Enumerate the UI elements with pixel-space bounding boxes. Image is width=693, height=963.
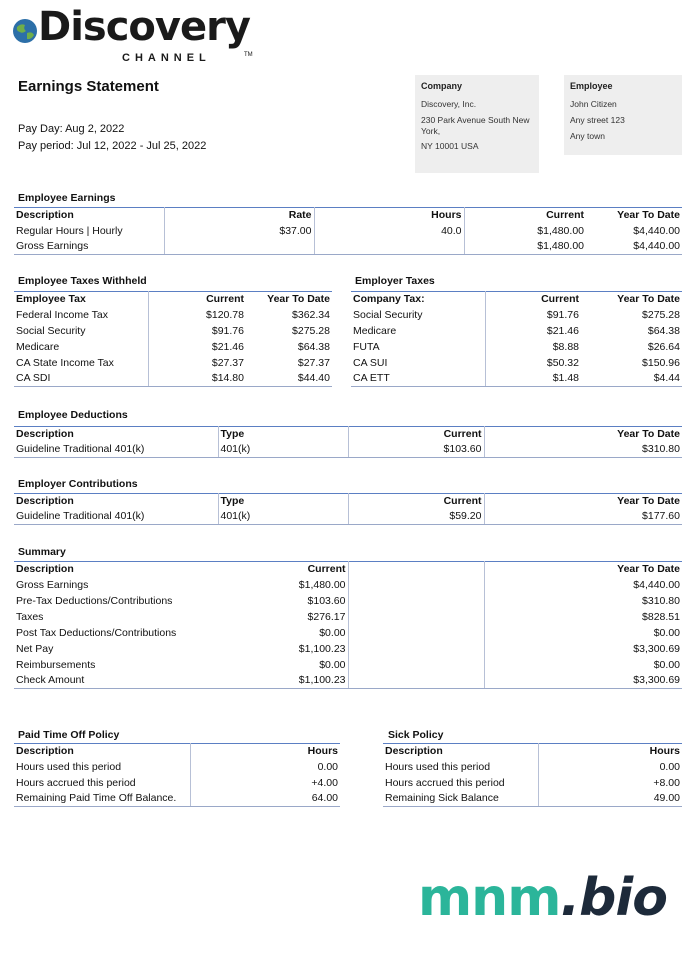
table-row	[14, 323, 332, 339]
table-row	[14, 673, 682, 689]
table-cell: $0.00	[214, 657, 348, 673]
employer-tax-header-current: Current	[485, 292, 581, 307]
table-cell: $26.64	[647, 340, 680, 353]
employee-heading: Employee	[570, 81, 613, 91]
company-address-line2: NY 10001 USA	[421, 141, 479, 152]
earnings-header-description: Description	[14, 208, 164, 223]
employee-taxes-table	[14, 291, 332, 387]
employee-info-box	[564, 75, 682, 155]
table-cell: Remaining Sick Balance	[383, 791, 538, 807]
table-cell: Social Security	[351, 307, 485, 323]
pay-day: Pay Day: Aug 2, 2022	[18, 123, 125, 135]
contributions-header-description: Description	[14, 494, 218, 509]
table-row	[14, 339, 332, 355]
table-cell: Guideline Traditional 401(k)	[14, 509, 218, 525]
table-row	[14, 355, 332, 371]
table-row	[351, 371, 682, 387]
table-cell: $103.60	[348, 442, 484, 458]
footer-brand-part2: .bio	[560, 868, 667, 928]
table-row	[351, 307, 682, 323]
employee-tax-header-ytd: Year To Date	[246, 292, 332, 307]
employee-tax-header-name: Employee Tax	[14, 292, 148, 307]
table-cell: $64.38	[647, 324, 680, 337]
table-cell: $64.38	[297, 340, 330, 353]
table-row	[14, 307, 332, 323]
table-cell: Net Pay	[16, 642, 54, 655]
pay-period: Pay period: Jul 12, 2022 - Jul 25, 2022	[18, 140, 207, 152]
table-cell: $1,100.23	[214, 673, 348, 689]
table-cell: 401(k)	[218, 509, 348, 525]
deductions-table	[14, 426, 682, 458]
table-cell: $50.32	[546, 356, 579, 369]
table-cell: $362.34	[292, 308, 330, 321]
table-cell: Hours used this period	[14, 759, 190, 775]
pto-header-hours: Hours	[190, 744, 340, 759]
earnings-section-title: Employee Earnings	[18, 192, 116, 204]
table-row	[14, 609, 682, 625]
sick-header-hours: Hours	[538, 744, 682, 759]
table-cell: 40.0	[314, 223, 464, 239]
table-cell: CA SUI	[351, 355, 485, 371]
table-cell: $275.28	[642, 308, 680, 321]
table-cell: $44.40	[246, 371, 332, 387]
earnings-header-rate: Rate	[164, 208, 314, 223]
employee-taxes-section-title: Employee Taxes Withheld	[18, 275, 147, 287]
page-title: Earnings Statement	[18, 78, 159, 95]
employee-tax-header-current: Current	[148, 292, 246, 307]
table-cell: $4,440.00	[586, 239, 682, 255]
table-cell: CA State Income Tax	[14, 355, 148, 371]
summary-header-blank	[348, 562, 484, 577]
employer-tax-header-name: Company Tax:	[351, 292, 485, 307]
table-cell: Medicare	[14, 339, 148, 355]
table-cell: $27.37	[211, 356, 244, 369]
table-row	[14, 593, 682, 609]
table-cell: $27.37	[297, 356, 330, 369]
footer-brand-part1: mnm	[418, 868, 561, 928]
table-cell: Reimbursements	[16, 658, 96, 671]
earnings-header-ytd: Year To Date	[586, 208, 682, 223]
employer-taxes-table	[351, 291, 682, 387]
table-cell	[348, 609, 484, 625]
earnings-header-current: Current	[464, 208, 586, 223]
table-row	[14, 791, 340, 807]
table-cell	[348, 657, 484, 673]
table-cell: Pre-Tax Deductions/Contributions	[16, 594, 173, 607]
company-info-box	[415, 75, 539, 173]
summary-section-title: Summary	[18, 546, 66, 558]
table-row	[351, 355, 682, 371]
table-cell: Remaining Paid Time Off Balance.	[14, 791, 190, 807]
table-row	[351, 339, 682, 355]
table-row	[14, 371, 332, 387]
employer-tax-header-ytd: Year To Date	[581, 292, 682, 307]
table-cell: $3,300.69	[484, 673, 682, 689]
table-cell: 64.00	[190, 791, 340, 807]
discovery-channel-logo	[12, 4, 262, 68]
table-cell: FUTA	[351, 339, 485, 355]
logo-subtitle: CHANNEL	[122, 52, 211, 64]
company-name: Discovery, Inc.	[421, 99, 477, 110]
table-cell: $91.76	[211, 324, 244, 337]
table-cell: $3,300.69	[633, 642, 680, 655]
table-cell	[164, 239, 314, 255]
pto-header-description: Description	[14, 744, 190, 759]
table-cell: $177.60	[484, 509, 682, 525]
table-cell	[348, 625, 484, 641]
table-row	[14, 239, 682, 255]
pto-section-title: Paid Time Off Policy	[18, 729, 120, 741]
table-row	[383, 775, 682, 791]
table-cell: $0.00	[214, 625, 348, 641]
table-row	[14, 759, 340, 775]
sick-section-title: Sick Policy	[388, 729, 444, 741]
table-cell: Hours accrued this period	[14, 775, 190, 791]
table-cell	[348, 593, 484, 609]
table-cell: $310.80	[484, 442, 682, 458]
table-cell: $0.00	[653, 626, 680, 639]
table-row	[383, 791, 682, 807]
table-cell: $103.60	[214, 593, 348, 609]
table-cell: 0.00	[317, 760, 338, 773]
table-cell: Post Tax Deductions/Contributions	[16, 626, 177, 639]
table-cell: $14.80	[148, 371, 246, 387]
table-cell: $150.96	[642, 356, 680, 369]
table-cell: Hours accrued this period	[383, 775, 538, 791]
table-cell: $0.00	[653, 658, 680, 671]
sick-table	[383, 743, 682, 807]
table-cell: 401(k)	[218, 442, 348, 458]
table-cell: $91.76	[546, 308, 579, 321]
footer-brand-logo	[418, 868, 667, 928]
table-cell: $276.17	[214, 609, 348, 625]
summary-header-description: Description	[14, 562, 214, 577]
table-cell: Taxes	[16, 610, 44, 623]
table-cell: $4,440.00	[633, 224, 680, 237]
employer-taxes-section-title: Employer Taxes	[355, 275, 435, 287]
table-cell: $21.46	[211, 340, 244, 353]
contributions-header-current: Current	[348, 494, 484, 509]
company-address-line1: 230 Park Avenue South New York,	[421, 114, 530, 136]
table-cell: $1.48	[485, 371, 581, 387]
table-row	[351, 323, 682, 339]
table-cell: CA SDI	[14, 371, 148, 387]
table-cell	[348, 641, 484, 657]
table-cell: $828.51	[642, 610, 680, 623]
table-cell: Check Amount	[14, 673, 214, 689]
logo-wordmark: Discovery	[38, 4, 250, 50]
table-cell: $310.80	[642, 594, 680, 607]
table-cell: 49.00	[538, 791, 682, 807]
table-cell: $21.46	[546, 324, 579, 337]
table-cell: $1,480.00	[464, 239, 586, 255]
earnings-header-hours: Hours	[314, 208, 464, 223]
pto-table	[14, 743, 340, 807]
table-cell: CA ETT	[351, 371, 485, 387]
summary-header-ytd: Year To Date	[484, 562, 682, 577]
table-cell	[348, 577, 484, 593]
summary-table	[14, 561, 682, 689]
table-row	[383, 759, 682, 775]
table-cell: $4,440.00	[633, 578, 680, 591]
logo-trademark: TM	[244, 52, 253, 58]
table-row	[14, 625, 682, 641]
sick-header-description: Description	[383, 744, 538, 759]
deductions-section-title: Employee Deductions	[18, 409, 128, 421]
table-cell: +4.00	[311, 776, 338, 789]
table-cell: $275.28	[292, 324, 330, 337]
employee-street: Any street 123	[570, 114, 625, 125]
deductions-header-description: Description	[14, 427, 218, 442]
table-cell: Gross Earnings	[16, 578, 89, 591]
table-row	[14, 775, 340, 791]
summary-header-current: Current	[214, 562, 348, 577]
table-cell: Regular Hours | Hourly	[14, 223, 164, 239]
table-cell: $1,100.23	[214, 641, 348, 657]
contributions-section-title: Employer Contributions	[18, 478, 138, 490]
table-cell: $8.88	[552, 340, 579, 353]
table-cell: $37.00	[164, 223, 314, 239]
employee-town: Any town	[570, 130, 605, 141]
table-cell: $59.20	[348, 509, 484, 525]
table-cell: $120.78	[206, 308, 244, 321]
contributions-header-ytd: Year To Date	[484, 494, 682, 509]
deductions-header-type: Type	[218, 427, 348, 442]
table-cell: 0.00	[659, 760, 680, 773]
deductions-header-current: Current	[348, 427, 484, 442]
table-row	[14, 442, 682, 458]
table-cell: $4.44	[581, 371, 682, 387]
table-cell: Federal Income Tax	[14, 307, 148, 323]
table-row	[14, 577, 682, 593]
table-cell: Medicare	[351, 323, 485, 339]
table-row	[14, 657, 682, 673]
employee-name: John Citizen	[570, 99, 617, 110]
table-row	[14, 509, 682, 525]
globe-icon	[12, 18, 38, 44]
table-cell: Social Security	[14, 323, 148, 339]
table-cell: $1,480.00	[537, 224, 584, 237]
contributions-header-type: Type	[218, 494, 348, 509]
table-row	[14, 223, 682, 239]
table-row	[14, 641, 682, 657]
company-heading: Company	[421, 81, 463, 91]
earnings-table	[14, 207, 682, 255]
contributions-table	[14, 493, 682, 525]
deductions-header-ytd: Year To Date	[484, 427, 682, 442]
table-cell: $1,480.00	[214, 577, 348, 593]
table-cell	[314, 239, 464, 255]
table-cell: Guideline Traditional 401(k)	[14, 442, 218, 458]
table-cell: Gross Earnings	[14, 239, 164, 255]
table-cell	[348, 673, 484, 689]
table-cell: +8.00	[653, 776, 680, 789]
table-cell: Hours used this period	[383, 759, 538, 775]
